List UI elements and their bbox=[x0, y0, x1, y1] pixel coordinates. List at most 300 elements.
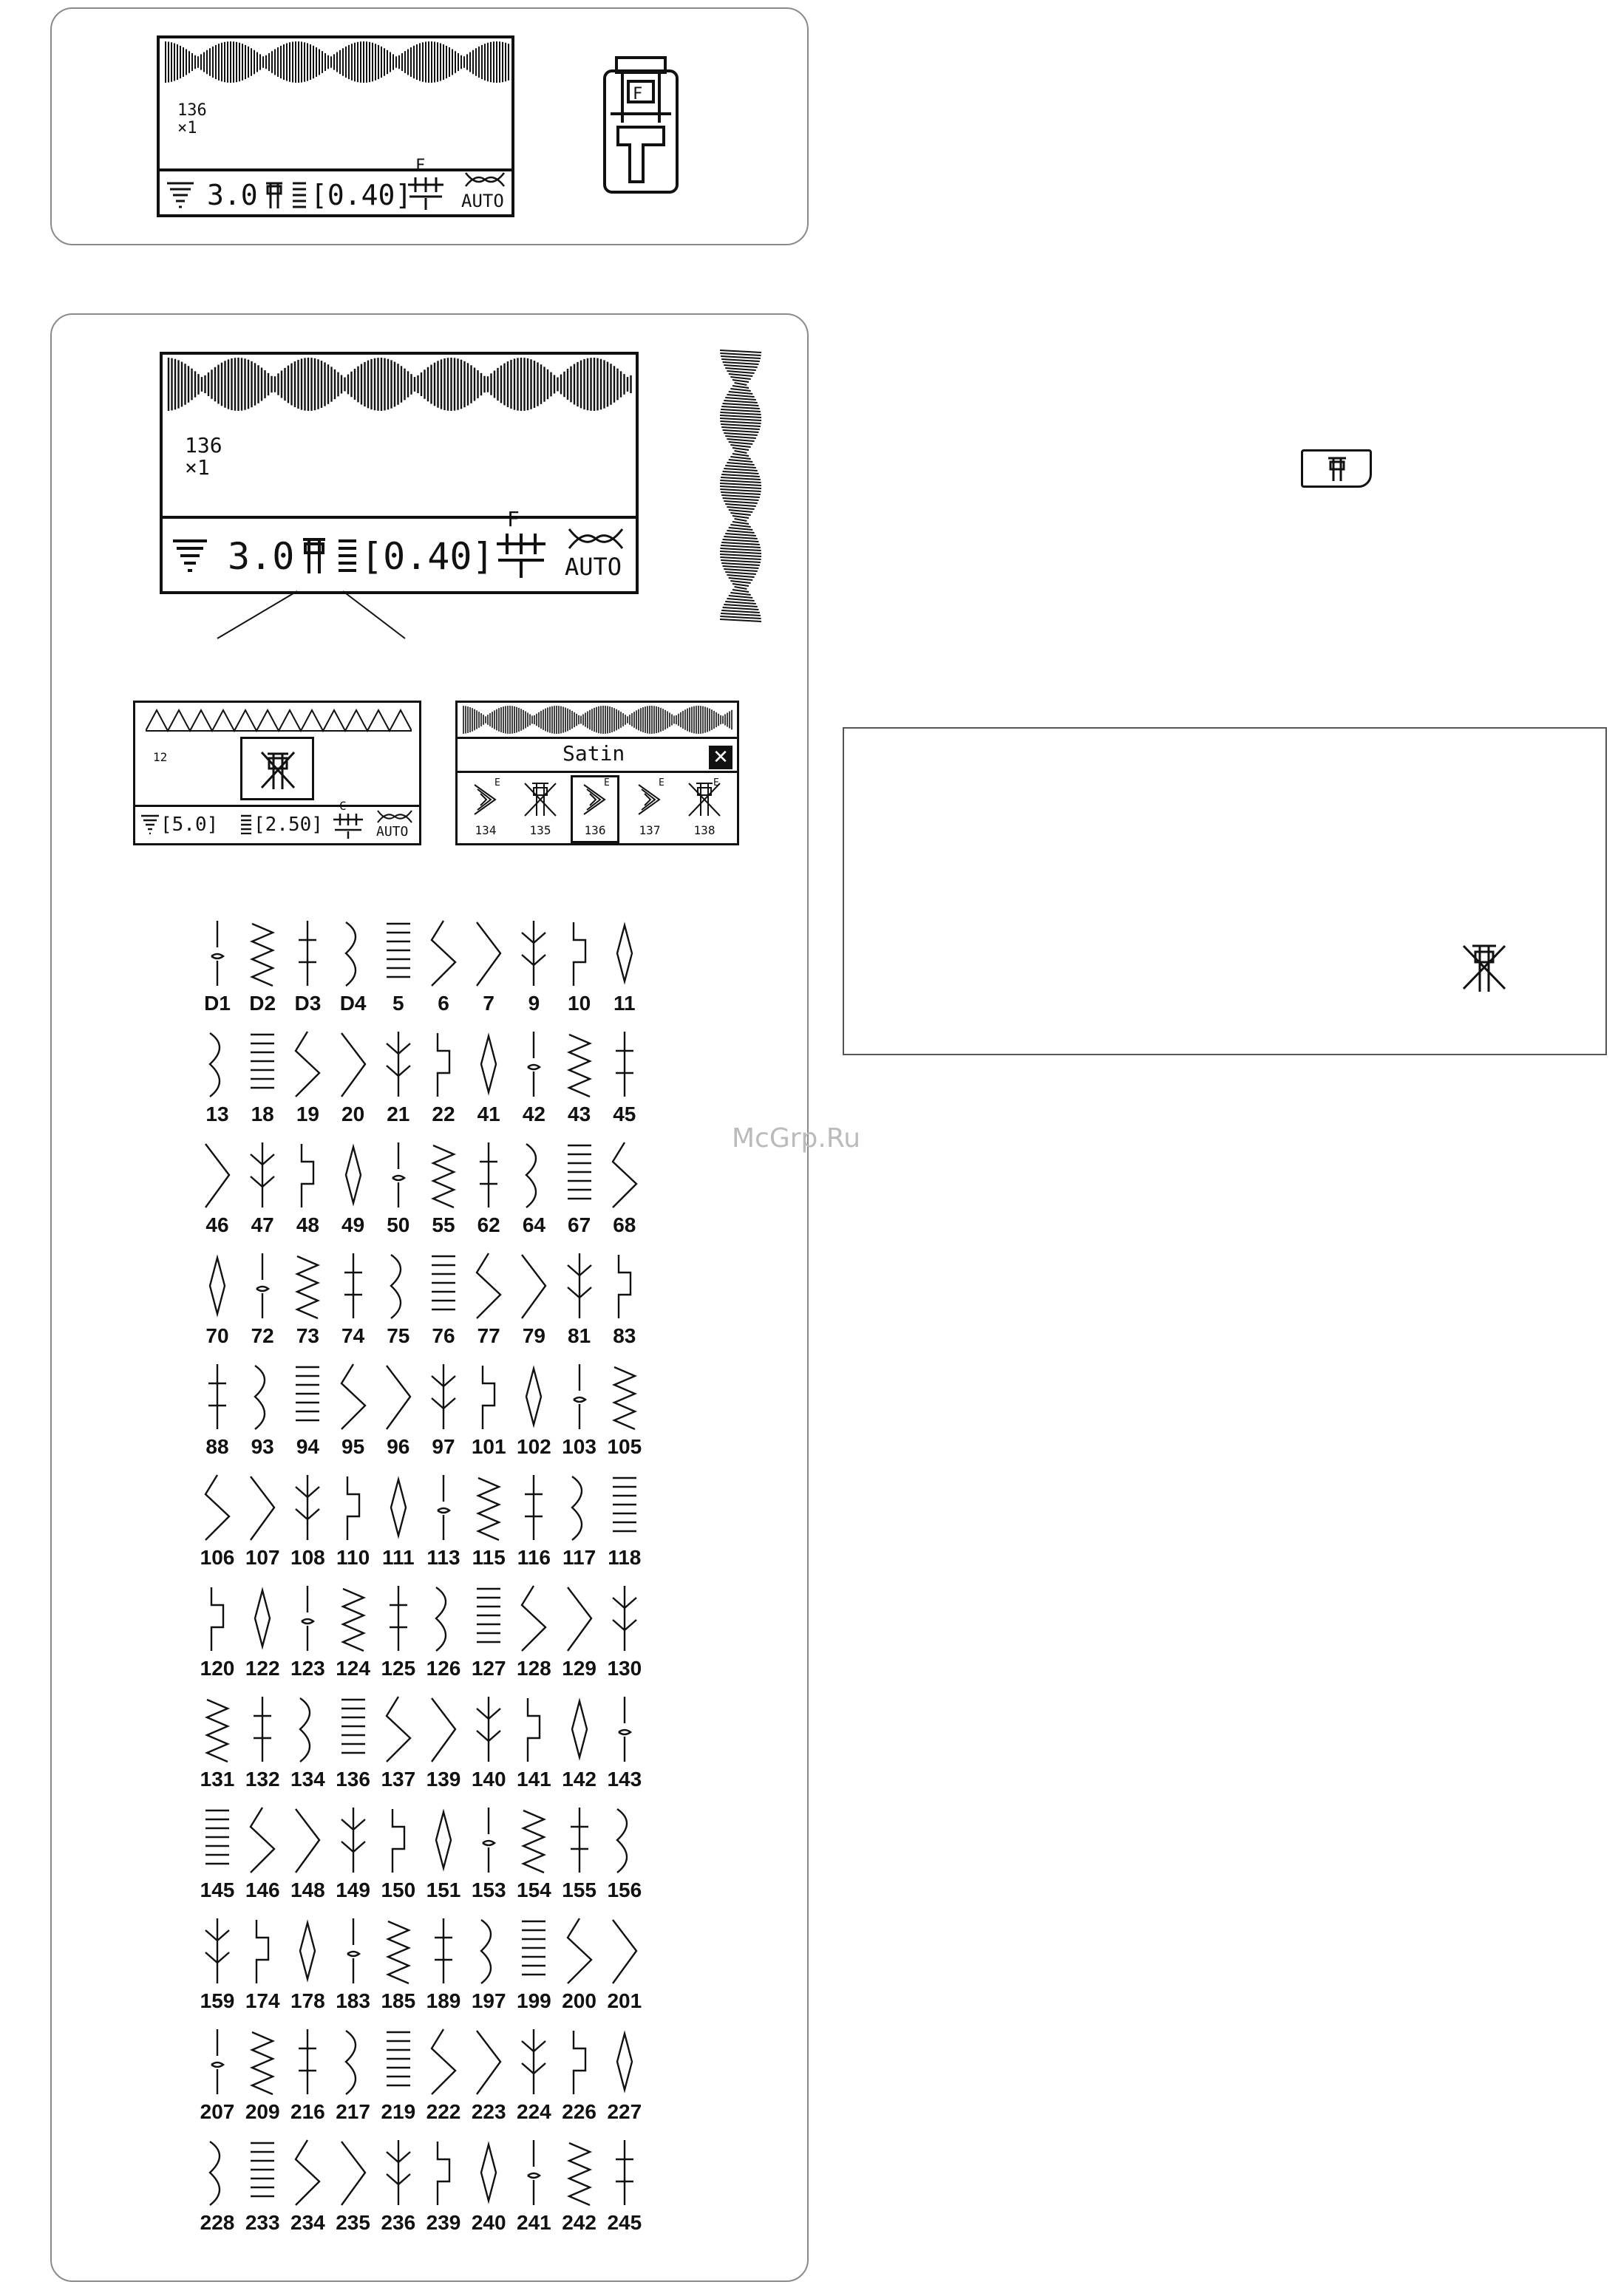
stitch-number: 134 bbox=[290, 1768, 325, 1791]
stitch-number: 137 bbox=[381, 1768, 416, 1791]
stitch-pattern-icon bbox=[381, 1915, 416, 1986]
stitch-number: 145 bbox=[200, 1878, 235, 1901]
stitch-pattern-icon bbox=[426, 2137, 461, 2208]
stitch-pattern-icon bbox=[200, 1694, 235, 1765]
stitch-pattern-icon bbox=[516, 2026, 551, 2097]
stitch-number: 76 bbox=[432, 1324, 455, 1347]
stitch-number: 222 bbox=[426, 2100, 461, 2123]
twin-needle-icon bbox=[302, 536, 327, 575]
stitch-pattern-icon bbox=[607, 2137, 642, 2208]
satin-pattern-item[interactable] bbox=[628, 777, 672, 841]
stitch-number: 129 bbox=[562, 1657, 596, 1680]
stitch-number: 125 bbox=[381, 1657, 416, 1680]
stitch-length-value: [0.40] bbox=[361, 535, 494, 578]
stitch-number: 79 bbox=[522, 1324, 545, 1347]
repeat-count: ×1 bbox=[185, 455, 210, 480]
stitch-pattern-icon bbox=[607, 1694, 642, 1765]
stitch-pattern-icon bbox=[245, 1805, 280, 1876]
stitch-number: 97 bbox=[432, 1435, 455, 1458]
stitch-pattern-icon bbox=[426, 918, 461, 989]
twin-needle-prohibited-icon bbox=[259, 749, 297, 792]
stitch-number: 70 bbox=[205, 1324, 229, 1347]
stitch-pattern-icon bbox=[336, 1361, 371, 1432]
stitch-number: 64 bbox=[522, 1213, 545, 1236]
stitch-number: 113 bbox=[426, 1546, 460, 1569]
stitch-number: 46 bbox=[205, 1213, 229, 1236]
lcd-screen-satin-menu bbox=[455, 701, 739, 845]
stitch-pattern-icon bbox=[426, 1140, 461, 1210]
stitch-pattern-icon bbox=[607, 1250, 642, 1321]
stitch-number: 88 bbox=[205, 1435, 229, 1458]
pattern-number: 136 bbox=[185, 433, 222, 457]
stitch-number: 123 bbox=[290, 1657, 325, 1680]
stitch-pattern-icon bbox=[607, 1915, 642, 1986]
satin-item-number: 135 bbox=[529, 823, 551, 837]
stitch-pattern-icon bbox=[607, 2026, 642, 2097]
stitch-number: 178 bbox=[290, 1989, 325, 2012]
stitch-pattern-icon bbox=[562, 918, 597, 989]
top-figure-panel bbox=[50, 7, 809, 245]
stitch-pattern-icon bbox=[336, 1583, 371, 1654]
foot-letter: C bbox=[339, 799, 347, 813]
stitch-pattern-icon bbox=[245, 1694, 280, 1765]
thread-cutter-icon bbox=[463, 170, 507, 189]
stitch-number: D4 bbox=[339, 992, 367, 1015]
stitch-pattern-105 bbox=[602, 1361, 647, 1471]
stitch-number: 199 bbox=[517, 1989, 551, 2012]
stitch-pattern-227 bbox=[602, 2026, 647, 2136]
stitch-number: 120 bbox=[200, 1657, 235, 1680]
satin-item-number: 136 bbox=[584, 823, 606, 837]
stitch-pattern-icon bbox=[245, 1583, 280, 1654]
stitch-pattern-icon bbox=[471, 1694, 506, 1765]
stitch-number: 94 bbox=[296, 1435, 319, 1458]
stitch-pattern-icon bbox=[607, 1805, 642, 1876]
stitch-number: 151 bbox=[426, 1878, 461, 1901]
satin-item-tag: E bbox=[604, 777, 610, 788]
stitch-number: 136 bbox=[336, 1768, 370, 1791]
stitch-number: 139 bbox=[426, 1768, 461, 1791]
stitch-pattern-83 bbox=[602, 1250, 647, 1360]
note-box bbox=[843, 727, 1607, 1055]
stitch-number: 68 bbox=[613, 1213, 636, 1236]
stitch-pattern-icon bbox=[516, 1029, 551, 1100]
stitch-number: 10 bbox=[568, 992, 591, 1015]
stitch-number: 142 bbox=[562, 1768, 596, 1791]
stitch-number: 245 bbox=[607, 2211, 642, 2234]
stitch-pattern-icon bbox=[426, 1805, 461, 1876]
stitch-pattern-icon bbox=[336, 1472, 371, 1543]
stitch-pattern-245 bbox=[602, 2137, 647, 2246]
satin-item-number: 138 bbox=[693, 823, 715, 837]
stitch-pattern-icon bbox=[245, 1472, 280, 1543]
stitch-number: 143 bbox=[607, 1768, 642, 1791]
stitch-number: 47 bbox=[251, 1213, 274, 1236]
thread-cutter-icon bbox=[566, 526, 625, 551]
stitch-pattern-icon bbox=[516, 1140, 551, 1210]
stitch-pattern-icon bbox=[200, 2137, 235, 2208]
stitch-number: 116 bbox=[517, 1546, 551, 1569]
stitch-pattern-icon bbox=[245, 1361, 280, 1432]
stitch-number: 150 bbox=[381, 1878, 416, 1901]
stitch-number: 45 bbox=[613, 1103, 636, 1125]
stitch-pattern-icon bbox=[607, 1361, 642, 1432]
stitch-number: 73 bbox=[296, 1324, 319, 1347]
satin-pattern-icon bbox=[522, 779, 559, 820]
stitch-pattern-icon bbox=[381, 2026, 416, 2097]
stitch-pattern-icon bbox=[516, 1805, 551, 1876]
auto-label: AUTO bbox=[565, 553, 622, 581]
satin-item-tag: E bbox=[659, 777, 664, 788]
stitch-pattern-icon bbox=[562, 1361, 597, 1432]
stitch-number: 223 bbox=[471, 2100, 506, 2123]
stitch-pattern-icon bbox=[290, 1694, 325, 1765]
stitch-pattern-icon bbox=[607, 1140, 642, 1210]
stitch-pattern-icon bbox=[381, 1583, 416, 1654]
stitch-pattern-68 bbox=[602, 1140, 647, 1249]
feed-dog-icon bbox=[332, 812, 364, 840]
stitch-pattern-icon bbox=[336, 1915, 371, 1986]
stitch-pattern-icon bbox=[562, 1472, 597, 1543]
stitch-number: 101 bbox=[471, 1435, 506, 1458]
stitch-number: 130 bbox=[607, 1657, 642, 1680]
stitch-number: 236 bbox=[381, 2211, 416, 2234]
auto-label: AUTO bbox=[461, 191, 504, 211]
stitch-number: 107 bbox=[245, 1546, 280, 1569]
stitch-pattern-icon bbox=[426, 2026, 461, 2097]
stitch-pattern-icon bbox=[336, 1694, 371, 1765]
watermark: McGrp.Ru bbox=[732, 1123, 861, 1154]
stitch-number: 42 bbox=[522, 1103, 545, 1125]
stitch-pattern-156 bbox=[602, 1805, 647, 1914]
stitch-number: 197 bbox=[471, 1989, 506, 2012]
width-icon bbox=[141, 814, 159, 834]
stitch-pattern-icon bbox=[471, 1250, 506, 1321]
stitch-number: 185 bbox=[381, 1989, 416, 2012]
stitch-number: 141 bbox=[517, 1768, 551, 1791]
stitch-pattern-icon bbox=[381, 1472, 416, 1543]
stitch-number: 224 bbox=[517, 2100, 551, 2123]
stitch-pattern-icon bbox=[336, 2137, 371, 2208]
stitch-pattern-118 bbox=[602, 1472, 647, 1581]
stitch-number: 67 bbox=[568, 1213, 591, 1236]
stitch-number: 189 bbox=[426, 1989, 461, 2012]
stitch-pattern-icon bbox=[607, 1029, 642, 1100]
stitch-pattern-icon bbox=[471, 1472, 506, 1543]
stitch-number: 159 bbox=[200, 1989, 235, 2012]
stitch-number: 153 bbox=[471, 1878, 506, 1901]
width-icon bbox=[173, 538, 207, 575]
stitch-pattern-icon bbox=[200, 1472, 235, 1543]
stitch-pattern-icon bbox=[290, 2137, 325, 2208]
stitch-pattern-icon bbox=[290, 2026, 325, 2097]
twin-needle-prohibited-icon bbox=[1461, 941, 1508, 995]
stitch-number: 50 bbox=[387, 1213, 410, 1236]
stitch-pattern-icon bbox=[200, 918, 235, 989]
stitch-number: 131 bbox=[200, 1768, 235, 1791]
stitch-pattern-icon bbox=[562, 1694, 597, 1765]
stitch-pattern-icon bbox=[607, 918, 642, 989]
stitch-pattern-icon bbox=[245, 1915, 280, 1986]
stitch-number: 22 bbox=[432, 1103, 455, 1125]
stitch-pattern-icon bbox=[245, 918, 280, 989]
thread-cutter-icon bbox=[376, 809, 413, 824]
stitch-pattern-icon bbox=[290, 918, 325, 989]
stitch-number: 217 bbox=[336, 2100, 370, 2123]
stitch-pattern-icon bbox=[426, 1472, 461, 1543]
stitch-pattern-icon bbox=[290, 1029, 325, 1100]
close-icon: ✕ bbox=[713, 746, 729, 769]
stitch-number: 241 bbox=[517, 2211, 551, 2234]
stitch-pattern-icon bbox=[200, 1250, 235, 1321]
stitch-pattern-icon bbox=[471, 1583, 506, 1654]
stitch-pattern-icon bbox=[336, 1029, 371, 1100]
stitch-pattern-icon bbox=[426, 1029, 461, 1100]
lcd-screen-zigzag bbox=[133, 701, 421, 845]
feed-dog-icon bbox=[405, 174, 446, 211]
stitch-pattern-icon bbox=[471, 1361, 506, 1432]
length-icon bbox=[240, 814, 252, 834]
stitch-number: 233 bbox=[245, 2211, 280, 2234]
stitch-pattern-icon bbox=[516, 1915, 551, 1986]
stitch-pattern-icon bbox=[381, 2137, 416, 2208]
stitch-pattern-chart bbox=[195, 918, 653, 2263]
stitch-pattern-icon bbox=[290, 1583, 325, 1654]
stitch-number: 207 bbox=[200, 2100, 235, 2123]
category-title: Satin bbox=[562, 741, 625, 766]
stitch-number: 174 bbox=[245, 1989, 280, 2012]
twin-needle-icon bbox=[1327, 456, 1347, 483]
pattern-number: 12 bbox=[153, 750, 168, 764]
stitch-number: 106 bbox=[200, 1546, 235, 1569]
stitch-pattern-icon bbox=[290, 1361, 325, 1432]
auto-label: AUTO bbox=[376, 824, 409, 839]
stitch-pattern-icon bbox=[562, 1805, 597, 1876]
stitch-pattern-icon bbox=[562, 1250, 597, 1321]
stitch-length-value: [2.50] bbox=[254, 814, 323, 836]
stitch-pattern-icon bbox=[562, 2137, 597, 2208]
stitch-number: 72 bbox=[251, 1324, 274, 1347]
stitch-number: 240 bbox=[471, 2211, 506, 2234]
stitch-number: 127 bbox=[471, 1657, 506, 1680]
stitch-pattern-icon bbox=[290, 1915, 325, 1986]
stitch-pattern-icon bbox=[200, 1915, 235, 1986]
width-icon bbox=[167, 180, 194, 210]
stitch-number: 226 bbox=[562, 2100, 596, 2123]
stitch-number: 209 bbox=[245, 2100, 280, 2123]
satin-pattern-item[interactable] bbox=[463, 777, 508, 841]
stitch-pattern-icon bbox=[381, 1250, 416, 1321]
stitch-pattern-icon bbox=[200, 2026, 235, 2097]
satin-item-number: 134 bbox=[475, 823, 497, 837]
stitch-pattern-icon bbox=[290, 1250, 325, 1321]
twin-needle-button[interactable] bbox=[1301, 449, 1372, 488]
stitch-pattern-icon bbox=[336, 918, 371, 989]
stitch-number: 81 bbox=[568, 1324, 591, 1347]
stitch-number: 118 bbox=[608, 1546, 642, 1569]
foot-letter: F bbox=[507, 507, 520, 531]
satin-item-tag: E bbox=[494, 777, 500, 788]
stitch-pattern-icon bbox=[471, 2137, 506, 2208]
satin-item-number: 137 bbox=[639, 823, 661, 837]
stitch-pattern-icon bbox=[200, 1029, 235, 1100]
satin-wave-preview bbox=[462, 706, 732, 734]
stitch-number: 7 bbox=[483, 992, 494, 1015]
stitch-number: 11 bbox=[613, 992, 636, 1015]
stitch-number: 216 bbox=[290, 2100, 325, 2123]
stitch-pattern-icon bbox=[200, 1140, 235, 1210]
stitch-number: 239 bbox=[426, 2211, 461, 2234]
stitch-pattern-icon bbox=[562, 2026, 597, 2097]
stitch-pattern-icon bbox=[471, 1805, 506, 1876]
stitch-number: 124 bbox=[336, 1657, 370, 1680]
stitch-pattern-icon bbox=[426, 1583, 461, 1654]
stitch-number: 19 bbox=[296, 1103, 319, 1125]
stitch-number: 77 bbox=[477, 1324, 500, 1347]
length-icon bbox=[337, 538, 358, 575]
stitch-pattern-icon bbox=[607, 1472, 642, 1543]
stitch-number: 83 bbox=[613, 1324, 636, 1347]
stitch-number: 96 bbox=[387, 1435, 410, 1458]
stitch-number: 43 bbox=[568, 1103, 591, 1125]
callout-lines bbox=[216, 588, 408, 640]
prohibited-box bbox=[240, 737, 314, 800]
stitch-number: 155 bbox=[562, 1878, 596, 1901]
stitch-pattern-icon bbox=[290, 1805, 325, 1876]
stitch-width-value: [5.0] bbox=[160, 814, 219, 836]
stitch-pattern-icon bbox=[336, 2026, 371, 2097]
stitch-number: 102 bbox=[517, 1435, 551, 1458]
stitch-number: 108 bbox=[290, 1546, 325, 1569]
stitch-number: 49 bbox=[341, 1213, 365, 1236]
stitch-number: 18 bbox=[251, 1103, 274, 1125]
stitch-number: 6 bbox=[438, 992, 449, 1015]
lcd-screen-small bbox=[157, 35, 514, 217]
stitch-pattern-icon bbox=[245, 1250, 280, 1321]
stitch-pattern-icon bbox=[471, 1029, 506, 1100]
stitch-number: 146 bbox=[245, 1878, 280, 1901]
stitch-number: 9 bbox=[528, 992, 540, 1015]
foot-letter: F bbox=[415, 157, 426, 175]
stitch-pattern-icon bbox=[245, 2026, 280, 2097]
stitch-number: 62 bbox=[477, 1213, 500, 1236]
satin-pattern-item[interactable] bbox=[682, 777, 727, 841]
close-button[interactable] bbox=[709, 746, 732, 769]
stitch-pattern-icon bbox=[245, 1140, 280, 1210]
length-icon bbox=[291, 180, 307, 210]
stitch-number: 13 bbox=[205, 1103, 229, 1125]
foot-letter-f: F bbox=[633, 85, 643, 103]
stitch-pattern-icon bbox=[471, 1915, 506, 1986]
twin-needle-icon bbox=[265, 180, 284, 210]
stitch-pattern-icon bbox=[516, 1694, 551, 1765]
stitch-number: 41 bbox=[477, 1103, 500, 1125]
stitch-pattern-icon bbox=[336, 1250, 371, 1321]
stitch-sample-vertical bbox=[717, 349, 764, 622]
satin-pattern-item[interactable] bbox=[573, 777, 617, 841]
stitch-pattern-icon bbox=[516, 918, 551, 989]
stitch-number: 235 bbox=[336, 2211, 370, 2234]
stitch-pattern-icon bbox=[381, 1694, 416, 1765]
feed-dog-icon bbox=[494, 531, 548, 579]
stitch-pattern-icon bbox=[516, 1361, 551, 1432]
stitch-number: 154 bbox=[517, 1878, 551, 1901]
stitch-number: 126 bbox=[426, 1657, 461, 1680]
stitch-number: D1 bbox=[204, 992, 231, 1015]
stitch-number: 115 bbox=[472, 1546, 506, 1569]
stitch-number: 103 bbox=[562, 1435, 596, 1458]
stitch-pattern-icon bbox=[562, 1029, 597, 1100]
stitch-number: 140 bbox=[471, 1768, 506, 1791]
stitch-pattern-icon bbox=[516, 2137, 551, 2208]
stitch-number: D2 bbox=[249, 992, 276, 1015]
stitch-number: 148 bbox=[290, 1878, 325, 1901]
stitch-number: 48 bbox=[296, 1213, 319, 1236]
stitch-number: 234 bbox=[290, 2211, 325, 2234]
stitch-pattern-201 bbox=[602, 1915, 647, 2025]
stitch-number: 111 bbox=[381, 1546, 415, 1569]
lcd-screen-large bbox=[160, 352, 639, 594]
stitch-number: 5 bbox=[392, 992, 404, 1015]
stitch-pattern-icon bbox=[426, 1915, 461, 1986]
stitch-number: 219 bbox=[381, 2100, 416, 2123]
stitch-number: 95 bbox=[341, 1435, 365, 1458]
stitch-pattern-icon bbox=[562, 1915, 597, 1986]
stitch-pattern-143 bbox=[602, 1694, 647, 1803]
stitch-pattern-icon bbox=[607, 1583, 642, 1654]
stitch-pattern-45 bbox=[602, 1029, 647, 1138]
stitch-number: 75 bbox=[387, 1324, 410, 1347]
stitch-pattern-icon bbox=[200, 1805, 235, 1876]
stitch-width-value: 3.0 bbox=[228, 535, 295, 578]
stitch-pattern-icon bbox=[516, 1472, 551, 1543]
stitch-number: 242 bbox=[562, 2211, 596, 2234]
repeat-count: ×1 bbox=[177, 119, 197, 137]
stitch-width-value: 3.0 bbox=[207, 179, 258, 211]
stitch-number: 110 bbox=[336, 1546, 370, 1569]
stitch-number: 156 bbox=[607, 1878, 642, 1901]
stitch-number: 117 bbox=[562, 1546, 596, 1569]
satin-wave-preview bbox=[167, 358, 633, 411]
stitch-pattern-icon bbox=[471, 918, 506, 989]
stitch-number: 55 bbox=[432, 1213, 455, 1236]
stitch-length-value: [0.40] bbox=[310, 179, 412, 211]
stitch-pattern-icon bbox=[426, 1694, 461, 1765]
stitch-pattern-icon bbox=[336, 1805, 371, 1876]
presser-foot-f-icon bbox=[600, 56, 681, 197]
stitch-pattern-icon bbox=[516, 1250, 551, 1321]
stitch-pattern-icon bbox=[245, 2137, 280, 2208]
stitch-number: 183 bbox=[336, 1989, 370, 2012]
stitch-pattern-icon bbox=[381, 1029, 416, 1100]
stitch-pattern-icon bbox=[381, 1805, 416, 1876]
stitch-pattern-icon bbox=[381, 918, 416, 989]
stitch-pattern-icon bbox=[562, 1583, 597, 1654]
stitch-pattern-icon bbox=[381, 1361, 416, 1432]
stitch-number: 20 bbox=[341, 1103, 365, 1125]
pattern-number: 136 bbox=[177, 101, 207, 120]
stitch-number: 21 bbox=[387, 1103, 410, 1125]
stitch-pattern-icon bbox=[245, 1029, 280, 1100]
stitch-pattern-130 bbox=[602, 1583, 647, 1692]
stitch-number: 132 bbox=[245, 1768, 280, 1791]
stitch-pattern-icon bbox=[426, 1361, 461, 1432]
stitch-pattern-icon bbox=[516, 1583, 551, 1654]
stitch-pattern-icon bbox=[562, 1140, 597, 1210]
satin-pattern-item[interactable] bbox=[518, 777, 562, 841]
stitch-pattern-11 bbox=[602, 918, 647, 1027]
stitch-number: 227 bbox=[607, 2100, 642, 2123]
